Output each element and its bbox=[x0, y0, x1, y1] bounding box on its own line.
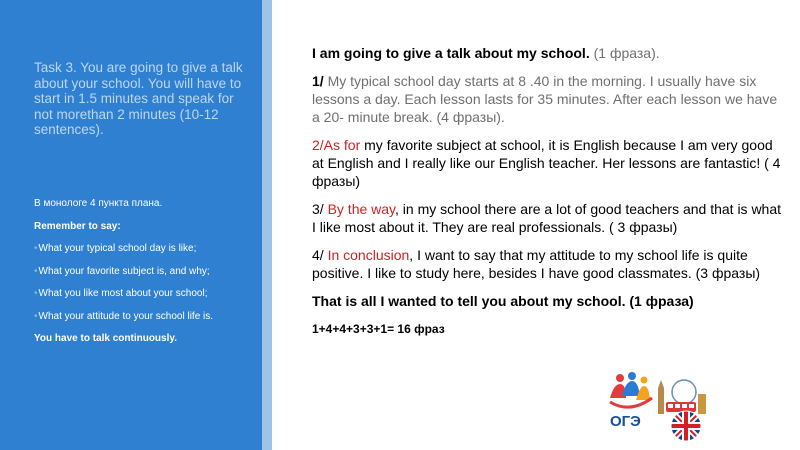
uk-flag-icon bbox=[670, 410, 702, 442]
list-item: •What you like most about your school; bbox=[34, 288, 208, 299]
point-3: 3/ By the way, in my school there are a lot of good teachers and that is what I like most about it. They are real professionals. ( 3 фразы) bbox=[312, 201, 782, 235]
talk-content bbox=[312, 44, 782, 348]
continuous-note: You have to talk continuously. bbox=[34, 333, 177, 344]
task-description: Task 3. You are going to give a talk about your school. You will have to start in 1.5 minutes and speak for not morethan 2 minutes (10-12 sentences). bbox=[34, 60, 243, 137]
bullet-icon: • bbox=[34, 288, 38, 299]
bullet-icon: • bbox=[34, 310, 38, 322]
sentence-count: 1+4+4+3+3+1= 16 фраз bbox=[312, 322, 445, 336]
intro-paragraph: I am going to give a talk about my school. (1 фраза). bbox=[312, 45, 660, 61]
remember-heading: Remember to say: bbox=[34, 220, 121, 232]
bullet-icon: • bbox=[34, 243, 38, 254]
list-item: •What your typical school day is like; bbox=[34, 243, 197, 254]
point-4: 4/ In conclusion, I want to say that my attitude to my school life is quite positive. I like to study here, besides I have good classmates. (3 фразы) bbox=[312, 247, 761, 281]
oge-logo-icon bbox=[606, 368, 712, 442]
list-item: •What your attitude to your school life is. bbox=[34, 310, 214, 322]
bullet-icon: • bbox=[34, 265, 38, 277]
outro-paragraph: That is all I wanted to tell you about my school. (1 фраза) bbox=[312, 293, 694, 309]
plan-note: В монологе 4 пункта плана. bbox=[34, 198, 163, 209]
point-2: 2/As for my favorite subject at school, it is English because I am very good at English and I really like our English teacher. Her lessons are fantastic! ( 4 фразы) bbox=[312, 137, 781, 189]
sidebar-accent-stripe bbox=[262, 0, 272, 450]
svg-text:ОГЭ: ОГЭ bbox=[610, 413, 641, 430]
instructions-list bbox=[34, 198, 254, 356]
list-item: •What your favorite subject is, and why; bbox=[34, 265, 210, 277]
people-logo-icon bbox=[610, 372, 652, 407]
london-landmarks-icon bbox=[658, 380, 706, 414]
point-1: 1/ My typical school day starts at 8 .40 in the morning. I usually have six lessons a day. Each lesson lasts for 35 minutes. After each lesson we have a 20- minute break. (4 фразы). bbox=[312, 73, 778, 125]
